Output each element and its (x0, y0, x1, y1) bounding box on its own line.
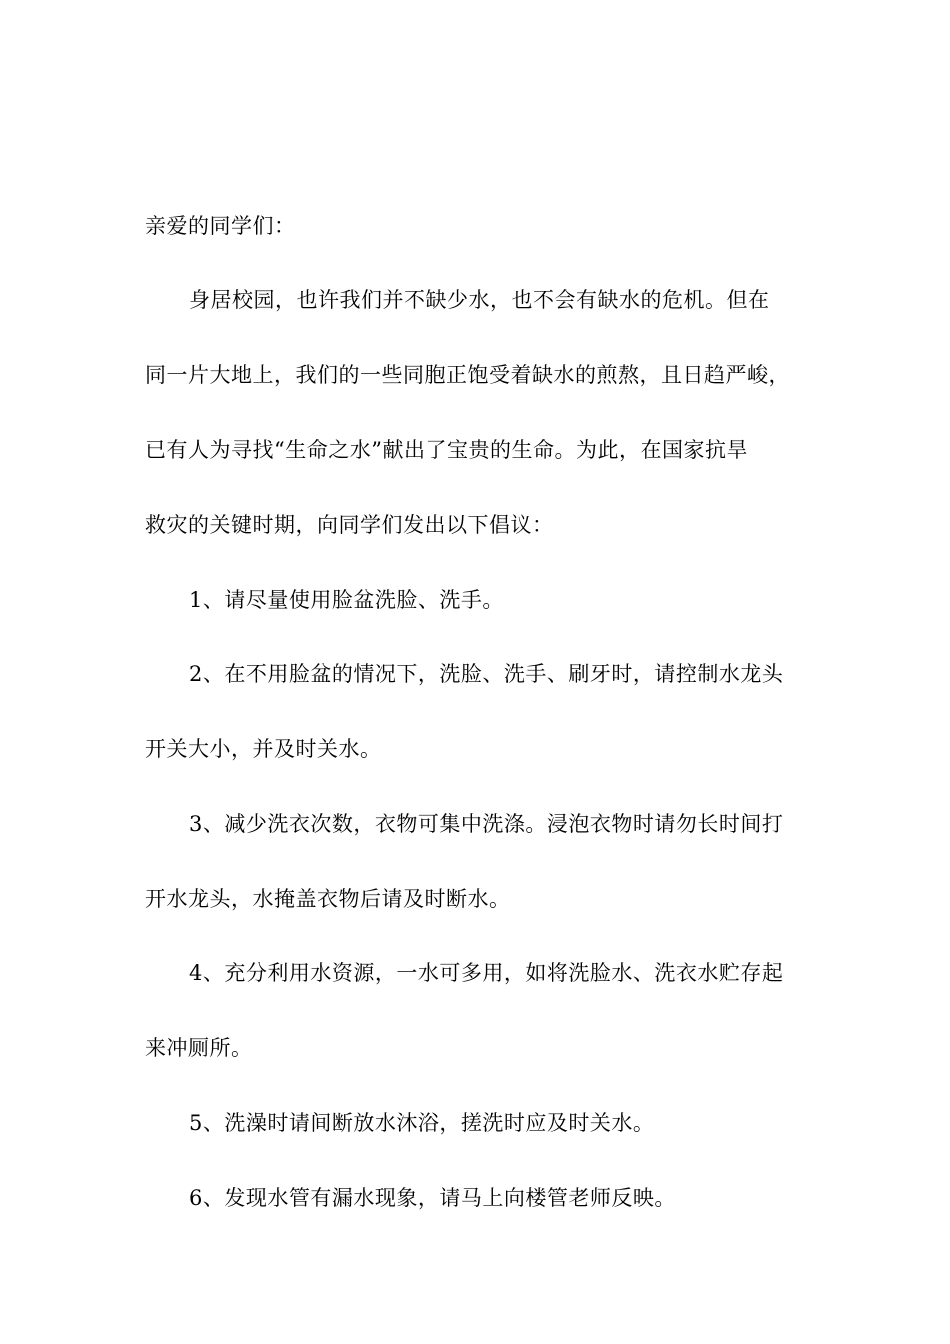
intro-line: 身居校园，也许我们并不缺少水，也不会有缺水的危机。但在 (189, 288, 770, 312)
proposal-item-3: 3、减少洗衣次数，衣物可集中洗涤。浸泡衣物时请勿长时间打 (189, 812, 784, 836)
proposal-item-3-continued: 开水龙头，水掩盖衣物后请及时断水。 (145, 887, 511, 911)
intro-line: 救灾的关键时期，向同学们发出以下倡议： (145, 513, 554, 537)
intro-line: 已有人为寻找“生命之水”献出了宝贵的生命。为此，在国家抗旱 (145, 438, 748, 462)
proposal-item-1: 1、请尽量使用脸盆洗脸、洗手。 (189, 588, 504, 612)
proposal-item-4: 4、充分利用水资源，一水可多用，如将洗脸水、洗衣水贮存起 (189, 961, 784, 985)
salutation: 亲爱的同学们： (145, 214, 296, 238)
proposal-item-5: 5、洗澡时请间断放水沐浴，搓洗时应及时关水。 (189, 1111, 655, 1135)
proposal-item-2-continued: 开关大小，并及时关水。 (145, 737, 382, 761)
proposal-item-6: 6、发现水管有漏水现象，请马上向楼管老师反映。 (189, 1186, 676, 1210)
intro-line: 同一片大地上，我们的一些同胞正饱受着缺水的煎熬，且日趋严峻， (145, 363, 790, 387)
proposal-item-4-continued: 来冲厕所。 (145, 1036, 253, 1060)
proposal-item-2: 2、在不用脸盆的情况下，洗脸、洗手、刷牙时，请控制水龙头 (189, 662, 784, 686)
